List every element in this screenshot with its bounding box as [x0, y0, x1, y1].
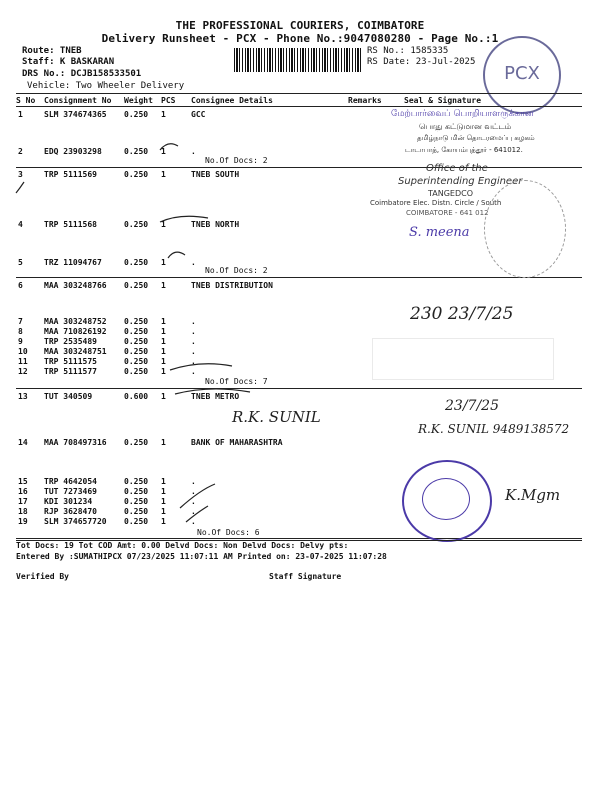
col-weight: Weight — [124, 96, 153, 105]
cell-pcs: 1 — [161, 347, 166, 356]
cell-consignee: . — [191, 317, 196, 326]
cell-consignment-no: KDI 301234 — [44, 497, 93, 506]
cell-pcs: 1 — [161, 170, 166, 179]
handwritten-name: R.K. SUNIL — [232, 408, 321, 426]
cell-sno: 13 — [18, 392, 28, 401]
cell-sno: 11 — [18, 357, 28, 366]
cell-consignee: . — [191, 497, 196, 506]
cell-weight: 0.250 — [124, 281, 149, 290]
cell-consignment-no: TRP 5111577 — [44, 367, 97, 376]
cell-pcs: 1 — [161, 477, 166, 486]
doc-count: No.Of Docs: 6 — [197, 528, 260, 537]
cell-pcs: 1 — [161, 497, 166, 506]
cell-pcs: 1 — [161, 147, 166, 156]
cell-consignee: . — [191, 327, 196, 336]
cell-consignment-no: TRP 2535489 — [44, 337, 97, 346]
cell-consignee: TNEB NORTH — [191, 220, 240, 229]
cell-consignment-no: TRP 5111575 — [44, 357, 97, 366]
cell-sno: 10 — [18, 347, 28, 356]
rs-date: RS Date: 23-Jul-2025 — [367, 57, 476, 67]
staff-signature: Staff Signature — [269, 572, 342, 581]
cell-sno: 12 — [18, 367, 28, 376]
office-stamp: Office of the Superintending Engineer TANGEDCO Coimbatore Elec. Distn. Circle / South COIMBATORE - 641 012 — [370, 163, 523, 217]
cell-consignee: . — [191, 147, 196, 156]
tick-mark — [160, 216, 208, 222]
tick-mark — [186, 506, 208, 522]
cell-consignment-no: SLM 374674365 — [44, 110, 107, 119]
cell-consignment-no: TRZ 11094767 — [44, 258, 102, 267]
col-pcs: PCS — [161, 96, 176, 105]
cell-sno: 16 — [18, 487, 28, 496]
company-title: THE PROFESSIONAL COURIERS, COIMBATORE — [175, 19, 425, 32]
cell-weight: 0.250 — [124, 317, 149, 326]
cell-pcs: 1 — [161, 367, 166, 376]
cell-sno: 17 — [18, 497, 28, 506]
cell-consignee: . — [191, 487, 196, 496]
cell-pcs: 1 — [161, 337, 166, 346]
doc-count: No.Of Docs: 7 — [205, 377, 268, 386]
cell-consignee: . — [191, 477, 196, 486]
cell-weight: 0.250 — [124, 517, 149, 526]
col-seal: Seal & Signature — [404, 96, 482, 105]
totals-line: Tot Docs: 19 Tot COD Amt: 0.00 Delvd Docs: Non Delvd Docs: Delvy pts: — [16, 541, 349, 550]
cell-pcs: 1 — [161, 357, 166, 366]
cell-consignee: BANK OF MAHARASHTRA — [191, 438, 283, 447]
cell-sno: 1 — [18, 110, 23, 119]
cell-consignment-no: MAA 708497316 — [44, 438, 107, 447]
cell-consignee: TNEB METRO — [191, 392, 240, 401]
cell-weight: 0.250 — [124, 477, 149, 486]
cell-weight: 0.250 — [124, 258, 149, 267]
cell-consignment-no: MAA 303248752 — [44, 317, 107, 326]
cell-sno: 7 — [18, 317, 23, 326]
cell-pcs: 1 — [161, 438, 166, 447]
cell-consignment-no: MAA 710826192 — [44, 327, 107, 336]
tick-mark — [160, 144, 178, 150]
col-remarks: Remarks — [348, 96, 382, 105]
cell-weight: 0.250 — [124, 347, 149, 356]
cell-weight: 0.250 — [124, 110, 149, 119]
cell-pcs: 1 — [161, 392, 166, 401]
runsheet-title: Delivery Runsheet - PCX - Phone No.:9047080280 - Page No.:1 — [101, 32, 499, 45]
cell-weight: 0.250 — [124, 220, 149, 229]
cell-consignee: GCC — [191, 110, 206, 119]
rs-no: RS No.: 1585335 — [367, 46, 449, 56]
cell-consignment-no: EDQ 23903298 — [44, 147, 102, 156]
cell-pcs: 1 — [161, 220, 166, 229]
doc-count: No.Of Docs: 2 — [205, 156, 268, 165]
cell-weight: 0.600 — [124, 392, 149, 401]
staff: Staff: K BASKARAN — [22, 57, 115, 67]
cell-consignee: . — [191, 337, 196, 346]
cell-weight: 0.250 — [124, 357, 149, 366]
cell-pcs: 1 — [161, 487, 166, 496]
pcx-stamp: PCX — [483, 36, 561, 114]
cell-weight: 0.250 — [124, 337, 149, 346]
cell-pcs: 1 — [161, 507, 166, 516]
cell-consignment-no: TRP 4642054 — [44, 477, 97, 486]
drs-no: DRS No.: DCJB158533501 — [22, 69, 142, 79]
cell-sno: 15 — [18, 477, 28, 486]
cell-consignee: TNEB SOUTH — [191, 170, 240, 179]
route: Route: TNEB — [22, 46, 82, 56]
cell-consignment-no: TUT 340509 — [44, 392, 93, 401]
cell-sno: 8 — [18, 327, 23, 336]
cell-consignee: . — [191, 258, 196, 267]
cell-sno: 6 — [18, 281, 23, 290]
col-sno: S No — [16, 96, 36, 105]
cell-weight: 0.250 — [124, 170, 149, 179]
cell-pcs: 1 — [161, 317, 166, 326]
cell-consignment-no: MAA 303248751 — [44, 347, 107, 356]
cell-pcs: 1 — [161, 258, 166, 267]
cell-weight: 0.250 — [124, 497, 149, 506]
cell-consignee: . — [191, 507, 196, 516]
cell-pcs: 1 — [161, 327, 166, 336]
entered-by: Entered By :SUMATHIPCX 07/23/2025 11:07:11 AM Printed on: 23-07-2025 11:07:28 — [16, 552, 387, 561]
doc-count: No.Of Docs: 2 — [205, 266, 268, 275]
cell-consignee: . — [191, 367, 196, 376]
cell-sno: 9 — [18, 337, 23, 346]
cell-weight: 0.250 — [124, 507, 149, 516]
cell-consignment-no: RJP 3628470 — [44, 507, 97, 516]
cell-consignee: . — [191, 357, 196, 366]
cell-sno: 4 — [18, 220, 23, 229]
cell-consignment-no: TRP 5111569 — [44, 170, 97, 179]
cell-weight: 0.250 — [124, 438, 149, 447]
cell-consignment-no: MAA 303248766 — [44, 281, 107, 290]
handwritten-date: 230 23/7/25 — [410, 304, 514, 324]
cell-sno: 2 — [18, 147, 23, 156]
tamil-stamp: மேற்பார்வைப் பொறியாளருக்கான பொது கட்டுமான வட்டம் தமிழ்நாடு மின் தொடரமைப்பு கழகம் டாடாபாத், கோயம்புத்தூர் - 641012. — [391, 109, 535, 154]
cell-sno: 14 — [18, 438, 28, 447]
tick-mark — [175, 389, 250, 394]
cell-sno: 19 — [18, 517, 28, 526]
cell-sno: 18 — [18, 507, 28, 516]
col-consignment: Consignment No — [44, 96, 112, 105]
cell-pcs: 1 — [161, 281, 166, 290]
cell-consignment-no: TUT 7273469 — [44, 487, 97, 496]
vehicle: Vehicle: Two Wheeler Delivery — [27, 81, 185, 91]
cell-consignment-no: TRP 5111568 — [44, 220, 97, 229]
cell-weight: 0.250 — [124, 327, 149, 336]
cell-weight: 0.250 — [124, 367, 149, 376]
cell-weight: 0.250 — [124, 487, 149, 496]
tick-mark — [16, 182, 24, 193]
verified-by: Verified By — [16, 572, 69, 581]
cell-pcs: 1 — [161, 517, 166, 526]
cell-consignee: TNEB DISTRIBUTION — [191, 281, 273, 290]
cell-sno: 5 — [18, 258, 23, 267]
cell-consignee: . — [191, 347, 196, 356]
cell-sno: 3 — [18, 170, 23, 179]
signature-meena: S. meena — [409, 225, 470, 240]
col-consignee: Consignee Details — [191, 96, 273, 105]
cell-consignee: . — [191, 517, 196, 526]
tick-mark — [180, 484, 215, 508]
cell-pcs: 1 — [161, 110, 166, 119]
signature-2: 23/7/25 — [445, 398, 499, 414]
cell-weight: 0.250 — [124, 147, 149, 156]
tick-mark — [168, 252, 185, 258]
handwritten-name-phone: R.K. SUNIL 9489138572 — [418, 422, 570, 436]
cell-consignment-no: SLM 374657720 — [44, 517, 107, 526]
tick-mark — [170, 364, 232, 370]
signature-3: K.Mgm — [505, 486, 561, 504]
